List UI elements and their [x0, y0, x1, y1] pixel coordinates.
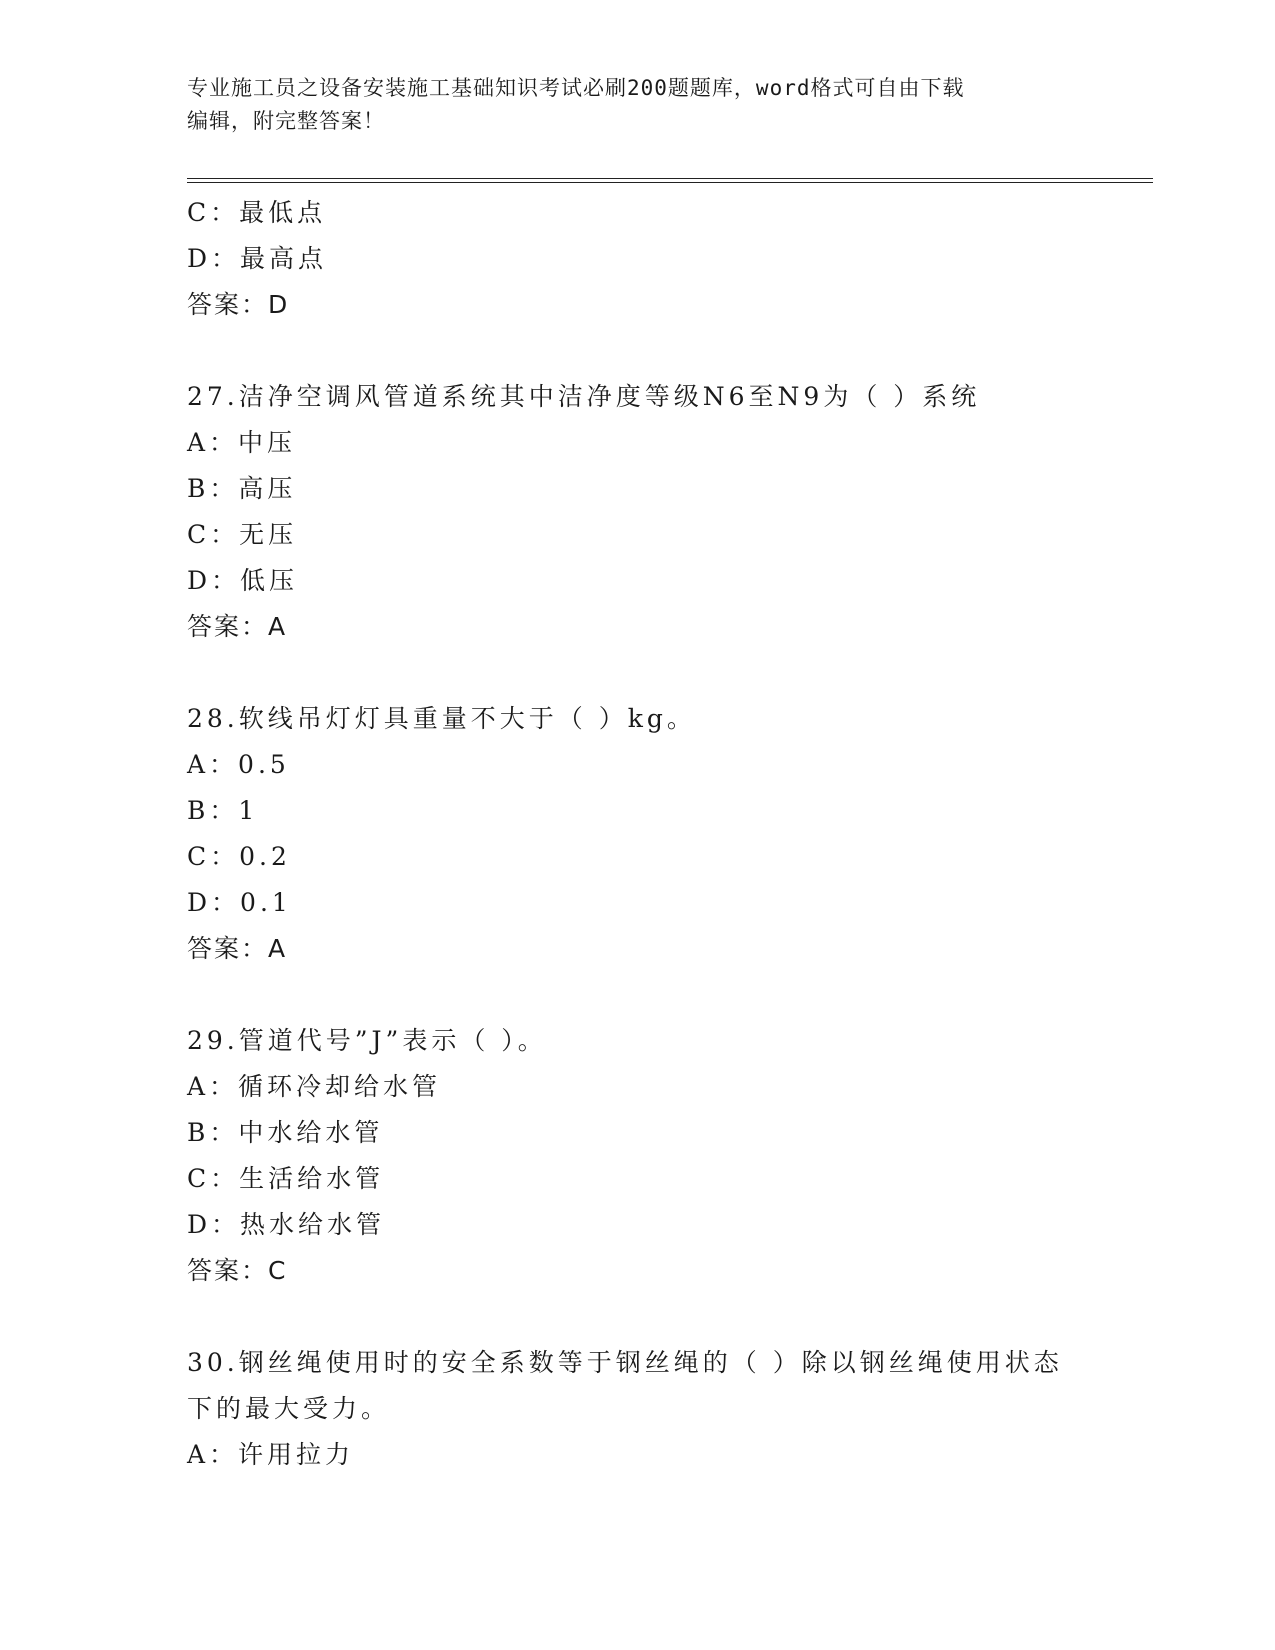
question-stem: 28.软线吊灯灯具重量不大于（ ）kg。: [187, 704, 696, 733]
question-stem-line-2: 下的最大受力。: [187, 1394, 391, 1423]
option-d: D：0.1: [187, 888, 292, 917]
option-b: B：1: [187, 796, 259, 825]
question-stem-line-1: 30.钢丝绳使用时的安全系数等于钢丝绳的（ ）除以钢丝绳使用状态: [187, 1348, 1063, 1377]
option-a: A：循环冷却给水管: [187, 1072, 442, 1101]
option-c: C：生活给水管: [187, 1164, 385, 1193]
question-list: [187, 190, 1067, 1478]
option-c: C：最低点: [187, 198, 327, 227]
question-26: [187, 190, 1067, 328]
spacer: [187, 650, 1067, 696]
answer-label: 答案：D: [187, 290, 290, 319]
question-30: [187, 1340, 1067, 1478]
question-27: [187, 374, 1067, 650]
answer-label: 答案：A: [187, 934, 288, 963]
spacer: [187, 972, 1067, 1018]
question-stem: 27.洁净空调风管道系统其中洁净度等级N6至N9为（ ）系统: [187, 382, 981, 411]
question-stem: 29.管道代号”J”表示（ ）。: [187, 1026, 547, 1055]
option-c: C：无压: [187, 520, 298, 549]
option-a: A：中压: [187, 428, 297, 457]
header-title-line-2: 编辑，附完整答案！: [187, 109, 385, 133]
option-b: B：中水给水管: [187, 1118, 384, 1147]
option-d: D：热水给水管: [187, 1210, 386, 1239]
header-divider-top: [187, 178, 1153, 179]
question-28: [187, 696, 1067, 972]
spacer: [187, 1294, 1067, 1340]
header-title-line-1: 专业施工员之设备安装施工基础知识考试必刷200题题库，word格式可自由下载: [187, 76, 965, 100]
answer-label: 答案：A: [187, 612, 288, 641]
question-29: [187, 1018, 1067, 1294]
option-c: C：0.2: [187, 842, 291, 871]
option-d: D：最高点: [187, 244, 328, 273]
option-d: D：低压: [187, 566, 299, 595]
answer-label: 答案：C: [187, 1256, 288, 1285]
option-a: A：许用拉力: [187, 1440, 355, 1469]
document-header: [187, 72, 1087, 138]
option-a: A：0.5: [187, 750, 290, 779]
header-divider-bottom: [187, 182, 1153, 183]
spacer: [187, 328, 1067, 374]
option-b: B：高压: [187, 474, 297, 503]
